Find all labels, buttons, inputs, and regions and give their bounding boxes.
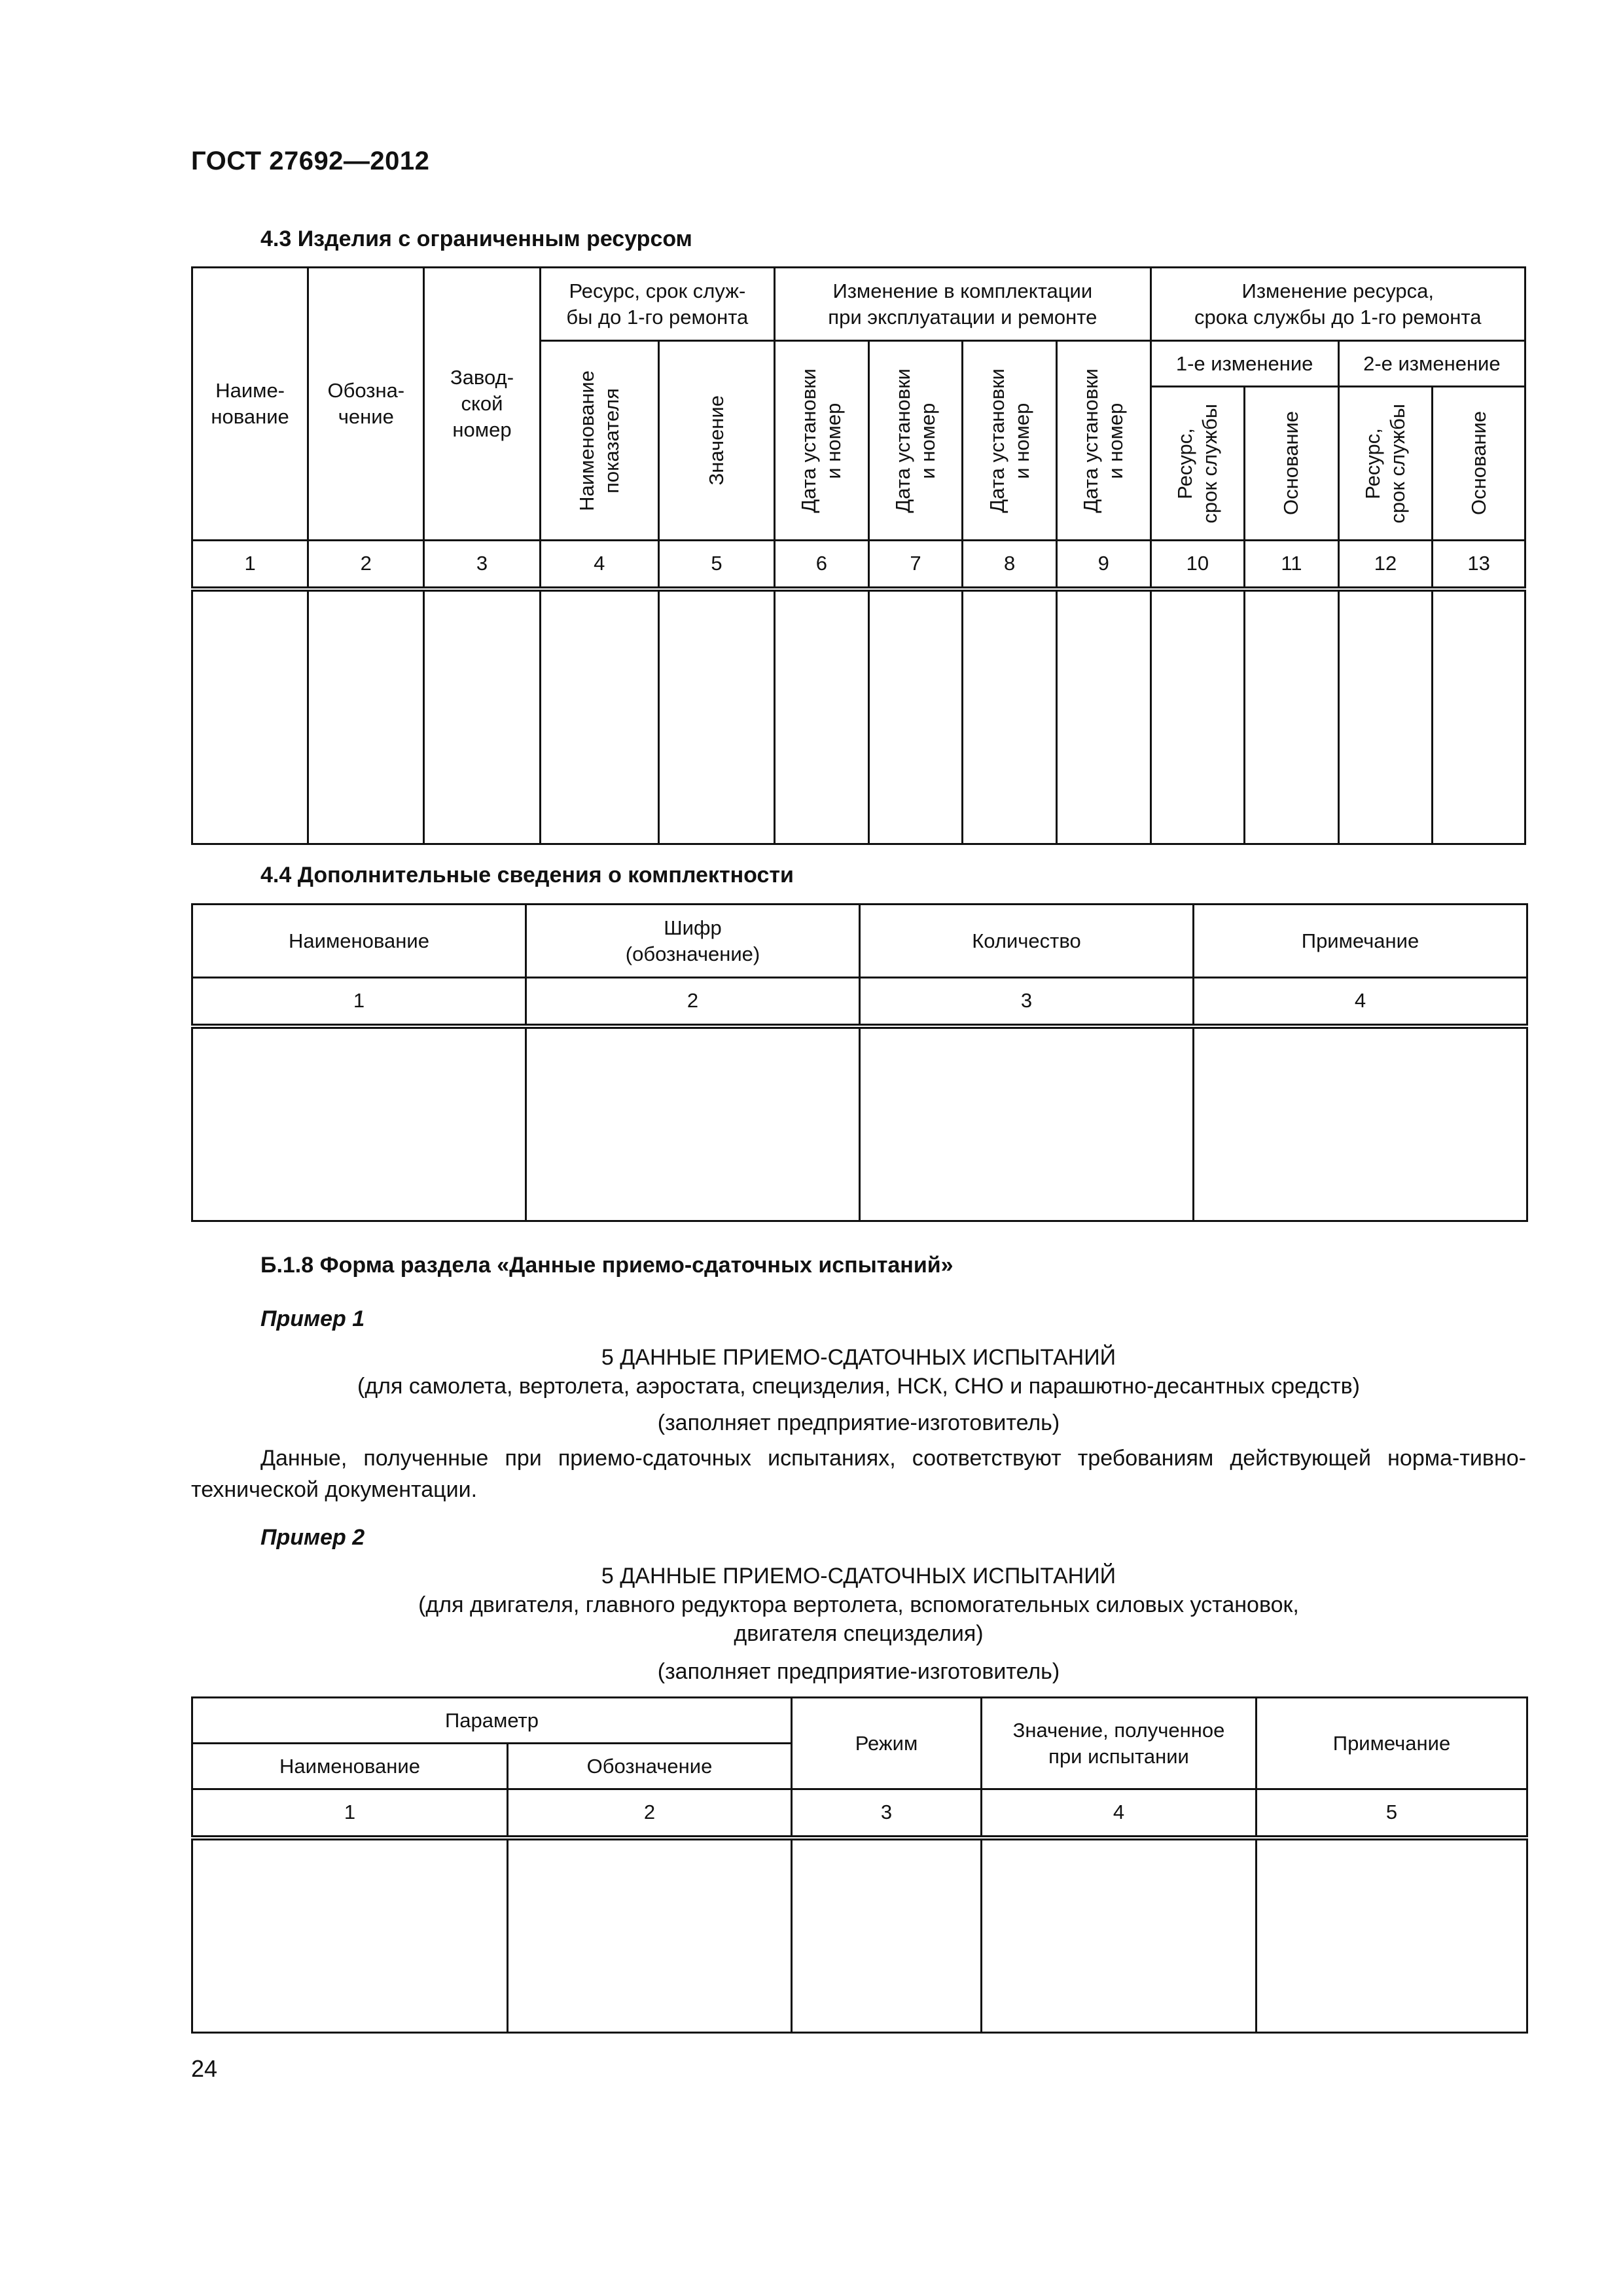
column-number: 9	[1056, 541, 1150, 589]
empty-cell	[792, 1838, 982, 2033]
table-row	[192, 589, 1525, 844]
completeness-table	[191, 903, 1528, 1222]
empty-cell	[658, 589, 774, 844]
header-change-group: Изменение в комплектации при эксплуатации и ремонте	[775, 268, 1150, 341]
empty-cell	[192, 589, 308, 844]
header-value: Значение	[658, 341, 774, 541]
column-number: 2	[308, 541, 424, 589]
empty-cell	[508, 1838, 792, 2033]
column-number: 3	[424, 541, 540, 589]
header-designation: Обозна- чение	[308, 268, 424, 541]
empty-cell	[526, 1026, 860, 1221]
column-number: 4	[982, 1789, 1257, 1838]
empty-cell	[860, 1026, 1194, 1221]
header-parameter: Параметр	[192, 1698, 792, 1744]
empty-cell	[192, 1026, 526, 1221]
empty-cell	[868, 589, 963, 844]
header-indicator-name: Наименование показателя	[540, 341, 658, 541]
document-header: ГОСТ 27692—2012	[191, 147, 430, 175]
header-name: Наименование	[192, 905, 526, 978]
example-2-subtitle-line1: (для двигателя, главного редуктора вертолета, вспомогательных силовых установок,	[418, 1592, 1299, 1617]
header-resource-term-1: Ресурс, срок службы	[1150, 387, 1245, 541]
example-2-filler-note: (заполняет предприятие-изготовитель)	[657, 1659, 1060, 1684]
example-1-heading: 5 ДАННЫЕ ПРИЕМО-СДАТОЧНЫХ ИСПЫТАНИЙ	[601, 1345, 1116, 1370]
column-number: 3	[860, 978, 1194, 1026]
column-number: 6	[775, 541, 869, 589]
header-quantity: Количество	[860, 905, 1194, 978]
empty-cell	[308, 589, 424, 844]
table-row	[192, 1838, 1527, 2033]
column-number: 1	[192, 541, 308, 589]
column-number: 1	[192, 1789, 508, 1838]
header-param-name: Наименование	[192, 1744, 508, 1789]
example-1-paragraph: Данные, полученные при приемо-сдаточных испытаниях, соответствуют требованиям действующей норма-тивно-технической документации.	[191, 1446, 1526, 1502]
empty-cell	[982, 1838, 1257, 2033]
section-b18-title: Б.1.8 Форма раздела «Данные приемо-сдаточных испытаний»	[260, 1253, 954, 1278]
empty-cell	[963, 589, 1057, 844]
header-factory-number: Завод- ской номер	[424, 268, 540, 541]
column-number: 5	[658, 541, 774, 589]
column-number: 2	[508, 1789, 792, 1838]
example-2-label: Пример 2	[260, 1525, 365, 1550]
section-4-4-title: 4.4 Дополнительные сведения о комплектности	[260, 863, 794, 888]
column-number: 1	[192, 978, 526, 1026]
header-note: Примечание	[1257, 1698, 1527, 1789]
header-basis-2: Основание	[1433, 387, 1525, 541]
header-mode: Режим	[792, 1698, 982, 1789]
empty-cell	[1245, 589, 1339, 844]
header-install-date-4: Дата установки и номер	[1056, 341, 1150, 541]
header-second-change: 2-е изменение	[1338, 341, 1525, 387]
example-1-subtitle: (для самолета, вертолета, аэростата, специзделия, НСК, СНО и парашютно-десантных средств)	[357, 1374, 1360, 1399]
empty-cell	[1433, 589, 1525, 844]
header-value-obtained: Значение, полученное при испытании	[982, 1698, 1257, 1789]
empty-cell	[424, 589, 540, 844]
column-number: 3	[792, 1789, 982, 1838]
column-number: 11	[1245, 541, 1339, 589]
column-number: 4	[540, 541, 658, 589]
page-number: 24	[191, 2055, 218, 2082]
table-row	[192, 1026, 1527, 1221]
header-name: Наиме- нование	[192, 268, 308, 541]
header-param-designation: Обозначение	[508, 1744, 792, 1789]
empty-cell	[540, 589, 658, 844]
column-number: 2	[526, 978, 860, 1026]
header-code: Шифр (обозначение)	[526, 905, 860, 978]
header-install-date-1: Дата установки и номер	[775, 341, 869, 541]
example-1-filler-note: (заполняет предприятие-изготовитель)	[657, 1410, 1060, 1435]
column-number: 8	[963, 541, 1057, 589]
empty-cell	[1056, 589, 1150, 844]
empty-cell	[1194, 1026, 1527, 1221]
column-number: 12	[1338, 541, 1433, 589]
header-first-change: 1-е изменение	[1150, 341, 1338, 387]
column-number: 13	[1433, 541, 1525, 589]
column-number: 7	[868, 541, 963, 589]
column-number: 10	[1150, 541, 1245, 589]
header-resource-change-group: Изменение ресурса, срока службы до 1-го ремонта	[1150, 268, 1525, 341]
limited-resource-table	[191, 266, 1526, 845]
header-install-date-3: Дата установки и номер	[963, 341, 1057, 541]
empty-cell	[1150, 589, 1245, 844]
section-4-3-title: 4.3 Изделия с ограниченным ресурсом	[260, 226, 692, 251]
example-2-heading: 5 ДАННЫЕ ПРИЕМО-СДАТОЧНЫХ ИСПЫТАНИЙ	[601, 1564, 1116, 1588]
header-install-date-2: Дата установки и номер	[868, 341, 963, 541]
column-number: 5	[1257, 1789, 1527, 1838]
empty-cell	[1257, 1838, 1527, 2033]
example-1-label: Пример 1	[260, 1306, 365, 1331]
header-note: Примечание	[1194, 905, 1527, 978]
acceptance-test-table	[191, 1696, 1528, 2034]
empty-cell	[1338, 589, 1433, 844]
empty-cell	[775, 589, 869, 844]
empty-cell	[192, 1838, 508, 2033]
example-2-subtitle-line2: двигателя специзделия)	[734, 1621, 984, 1646]
header-resource-term-2: Ресурс, срок службы	[1338, 387, 1433, 541]
column-number: 4	[1194, 978, 1527, 1026]
header-resource-group: Ресурс, срок служ- бы до 1-го ремонта	[540, 268, 775, 341]
header-basis-1: Основание	[1245, 387, 1339, 541]
